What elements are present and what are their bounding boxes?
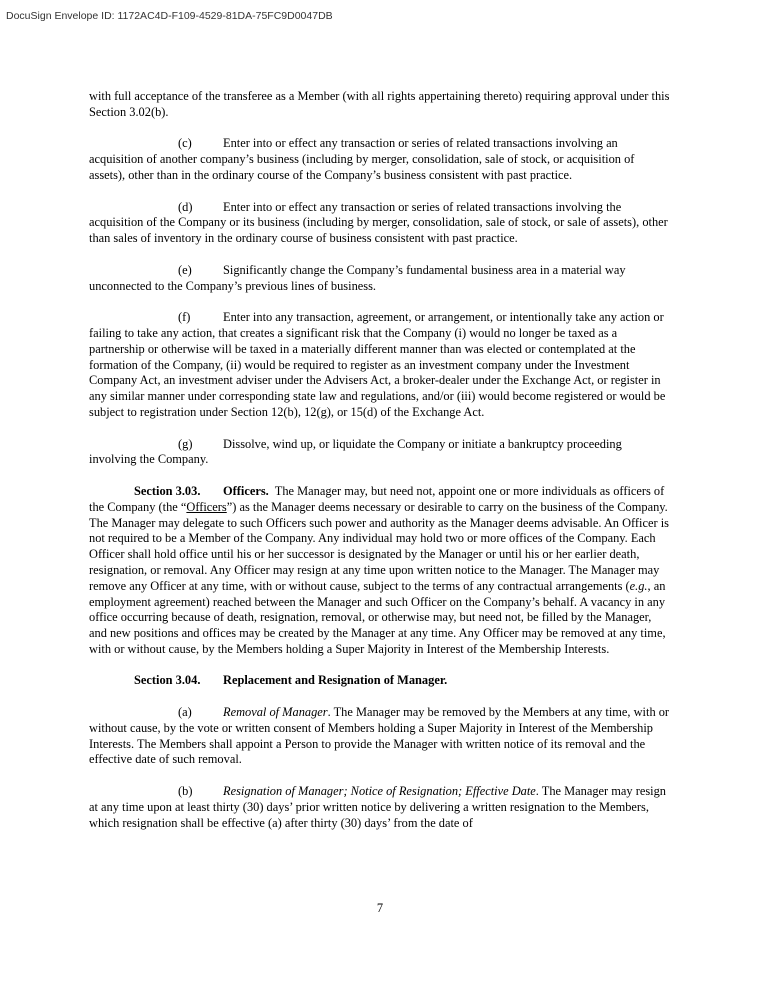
clause-d xyxy=(89,200,671,247)
clause-3-04-b-label: (b) xyxy=(178,784,193,799)
clause-3-04-b-text: . The Manager may resign at any time upon at least thirty (30) days’ prior written notice by delivering a written resignation to the Members, which resignation shall be effective (a) after thirty (30) days’ from the date of xyxy=(89,784,666,830)
clause-3-04-b xyxy=(89,784,671,831)
docusign-envelope-id: DocuSign Envelope ID: 1172AC4D-F109-4529-81DA-75FC9D0047DB xyxy=(6,10,333,22)
clause-g-label: (g) xyxy=(178,436,193,451)
section-3-03-text-mid: ”) as the Manager deems necessary or desirable to carry on the business of the Company. The Manager may delegate to such Officers such power and authority as the Manager deems advisable. An Officer is not required to be a Member of the Company. Any individual may hold two or more offices of the Company. Each Officer shall hold office until his or her successor is designated by the Manager or until his or her earlier death, resignation, or removal. Any Officer may resign at any time upon written notice to the Manager. The Manager may remove any Officer at any time, with or without cause, subject to the terms of any contractual arrangements ( xyxy=(89,499,669,593)
page-number: 7 xyxy=(376,901,384,915)
section-3-03 xyxy=(89,484,671,658)
clause-c-label: (c) xyxy=(178,136,192,151)
section-3-03-text-pre: The Manager may, but need not, appoint one or more individuals as officers of the Company (the “ xyxy=(89,483,665,514)
section-3-03-title: Officers. xyxy=(223,483,269,498)
document-body xyxy=(89,89,671,847)
clause-g-text: Dissolve, wind up, or liquidate the Company or initiate a bankruptcy proceeding involving the Company. xyxy=(89,436,622,467)
paragraph-continuation: with full acceptance of the transferee as a Member (with all rights appertaining thereto) requiring approval under this Section 3.02(b). xyxy=(89,89,670,119)
clause-f-text: Enter into any transaction, agreement, or arrangement, or intentionally take any action or failing to take any action, that creates a significant risk that the Company (i) would no longer be taxed as a partnership or otherwise will be taxed in a materially different manner than was elected or contemplated at the formation of the Company, (ii) would be required to register as an investment company under the Investment Company Act, an investment adviser under the Advisers Act, a broker-dealer under the Exchange Act, or register in any similar manner under corresponding state law and regulations, and/or (iii) would become registered or would be subject to registration under Section 12(b), 12(g), or 15(d) of the Exchange Act. xyxy=(89,310,666,419)
clause-3-04-a xyxy=(89,705,671,768)
section-3-04 xyxy=(89,673,671,689)
clause-c-text: Enter into or effect any transaction or series of related transactions involving an acquisition of another company’s business (including by merger, consolidation, sale of stock, or acquisition of assets), other than in the ordinary course of the Company’s business consistent with past practice. xyxy=(89,136,635,182)
clause-d-label: (d) xyxy=(178,199,193,214)
clause-3-04-a-label: (a) xyxy=(178,705,192,720)
defined-term-officers: Officers xyxy=(186,499,227,514)
eg-abbrev: e.g. xyxy=(629,578,648,593)
clause-3-04-a-title: Removal of Manager xyxy=(223,705,328,720)
clause-3-04-a-text: . The Manager may be removed by the Members at any time, with or without cause, by the vote or written consent of Members holding a Super Majority in Interest of the Membership Interests. The Members shall appoint a Person to provide the Manager with written notice of its removal and the effective date of such removal. xyxy=(89,705,670,767)
clause-c xyxy=(89,136,671,183)
clause-e xyxy=(89,263,671,295)
section-3-04-title: Replacement and Resignation of Manager. xyxy=(223,673,448,688)
clause-d-text: Enter into or effect any transaction or series of related transactions involving the acquisition of the Company or its business (including by merger, consolidation, sale of stock, or sale of assets), other than sales of inventory in the ordinary course of business consistent with past practice. xyxy=(89,199,668,246)
clause-e-label: (e) xyxy=(178,262,192,277)
section-3-03-text-post: , an employment agreement) reached between the Manager and such Officer on the Company’s behalf. A vacancy in any office occurring because of death, resignation, removal, or otherwise may, but need not, be filled by the Manager, and new positions and offices may be created by the Manager at any time. Any Officer may be removed at any time, with or without cause, by the Members holding a Super Majority in Interest of the Membership Interests. xyxy=(89,578,666,656)
clause-e-text: Significantly change the Company’s fundamental business area in a material way unconnected to the Company’s previous lines of business. xyxy=(89,262,626,293)
clause-g xyxy=(89,437,671,469)
clause-f xyxy=(89,310,671,421)
section-3-04-number: Section 3.04. xyxy=(134,673,201,688)
clause-f-label: (f) xyxy=(178,310,191,325)
clause-3-04-b-title: Resignation of Manager; Notice of Resignation; Effective Date xyxy=(223,784,536,799)
section-3-03-number: Section 3.03. xyxy=(134,483,201,498)
